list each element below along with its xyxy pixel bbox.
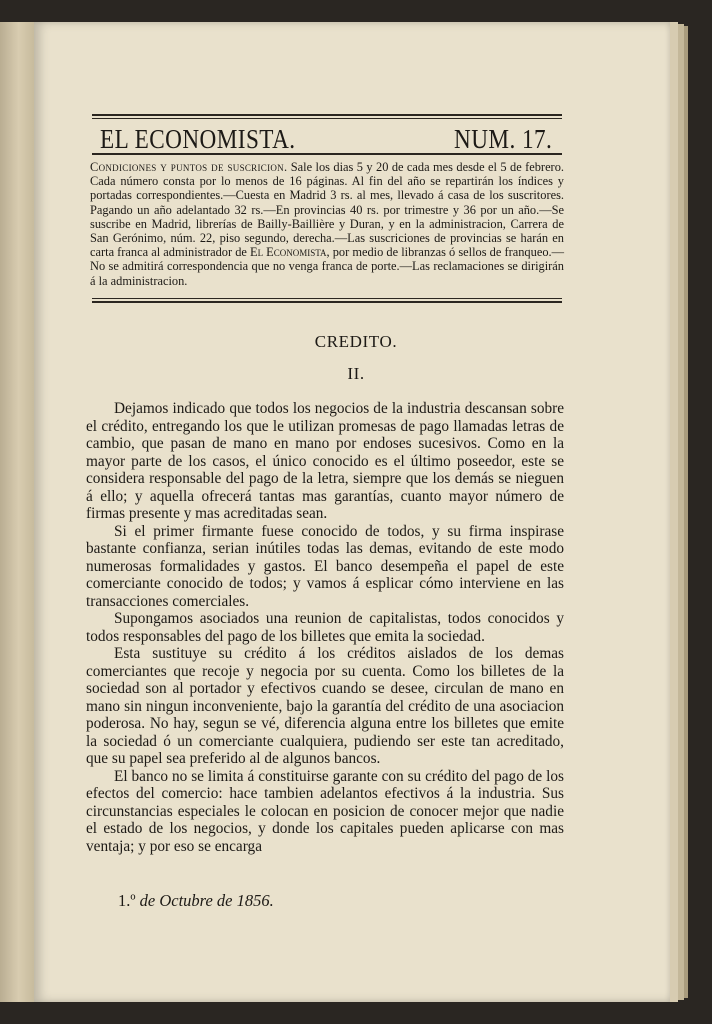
paragraph: El banco no se limita á constituirse garante con su crédito del pago de los efectos del comercio: hace tambien adelantos efectivos á la industria. Sus circunstancias especiales le colocan en posicion de conocer mejor que nadie el estado de los negocios, y donde los capitales pueden aplicarse con mas ventaja; y por eso se encarga: [86, 767, 564, 855]
article-body: [86, 400, 564, 855]
issue-date: [118, 891, 274, 911]
paragraph: Supongamos asociados una reunion de capitalistas, todos conocidos y todos responsables del pago de los billetes que emita la sociedad.: [86, 610, 564, 645]
publication-reference: El Economista: [250, 245, 327, 260]
masthead: [100, 124, 552, 154]
masthead-bottom-rule: [92, 153, 562, 155]
issue-number: NUM. 17.: [453, 123, 552, 154]
conditions-rule: [92, 301, 562, 303]
masthead-top-rule: [92, 114, 562, 116]
article-section-number: II.: [347, 364, 365, 383]
conditions-text-1: Sale los dias 5 y 20 de cada mes desde el 5 de febrero. Cada número consta por lo menos de 16 páginas. Al fin del año se repartirán los índices y portadas correspondientes.—Cuesta en Madrid 3 rs. al mes, llevado á casa de los suscritores. Pagando un año adelantado 32 rs.—En provincias 40 rs. por trimestre y 36 por un año.—Se suscribe en Madrid, librerías de Bailly-Baillière y Duran, y en la administracion, Carrera de San Gerónimo, núm. 22, piso segundo, derecha.—Las suscriciones de provincias se harán en carta franca al administrador de: [90, 160, 564, 260]
subscription-conditions: [90, 160, 564, 288]
date-text: de Octubre de 1856.: [139, 891, 274, 910]
page-stack-edge: [670, 22, 678, 1002]
paragraph: Dejamos indicado que todos los negocios de la industria descansan sobre el crédito, entregando los que le utilizan promesas de pago llamadas letras de cambio, que pasan de mano en mano por endoses sucesivos. Como en la mayor parte de los casos, el único conocido es el último poseedor, este se considera responsable del pago de la letra, siempre que los demás se nieguen á ello; y aquella ofrecerá tantas mas garantías, cuanto mayor número de firmas presente y mas acreditadas sean.: [86, 400, 564, 522]
conditions-rule-thin: [92, 298, 562, 299]
date-day: 1.º: [118, 891, 136, 910]
masthead-top-rule-thin: [92, 118, 562, 119]
paragraph: Si el primer firmante fuese conocido de todos, y su firma inspirase bastante confianza, serian inútiles todas las demas, evitando de este modo numerosas formalidades y gastos. El banco desempeña el papel de este comerciante conocido de todos; y vamos á esplicar cómo interviene en las transacciones comerciales.: [86, 522, 564, 610]
page-stack-edge: [684, 26, 688, 998]
article-title: CREDITO.: [314, 332, 398, 351]
conditions-text-2: , por medio de libranzas ó sellos de franqueo.—No se admitirá correspondencia que no venga franca de porte.—Las reclamaciones se dirigirán á la administracion.: [90, 245, 565, 288]
paragraph: Esta sustituye su crédito á los créditos aislados de los demas comerciantes que recoje y negocia por su cuenta. Como los billetes de la sociedad son al portador y efectivos cuando se desee, circulan de mano en mano sin ningun inconveniente, bajo la garantía del crédito de una asociacion poderosa. No hay, segun se vé, diferencia alguna entre los billetes que emite la sociedad ó un comerciante cualquiera, pudiendo ser este tan acreditado, que su papel sea preferido al de algunos bancos.: [86, 645, 564, 767]
conditions-label: Condiciones y puntos de suscricion.: [90, 160, 288, 174]
facing-page-edge: [0, 22, 34, 1002]
publication-title: EL ECONOMISTA.: [100, 123, 296, 154]
